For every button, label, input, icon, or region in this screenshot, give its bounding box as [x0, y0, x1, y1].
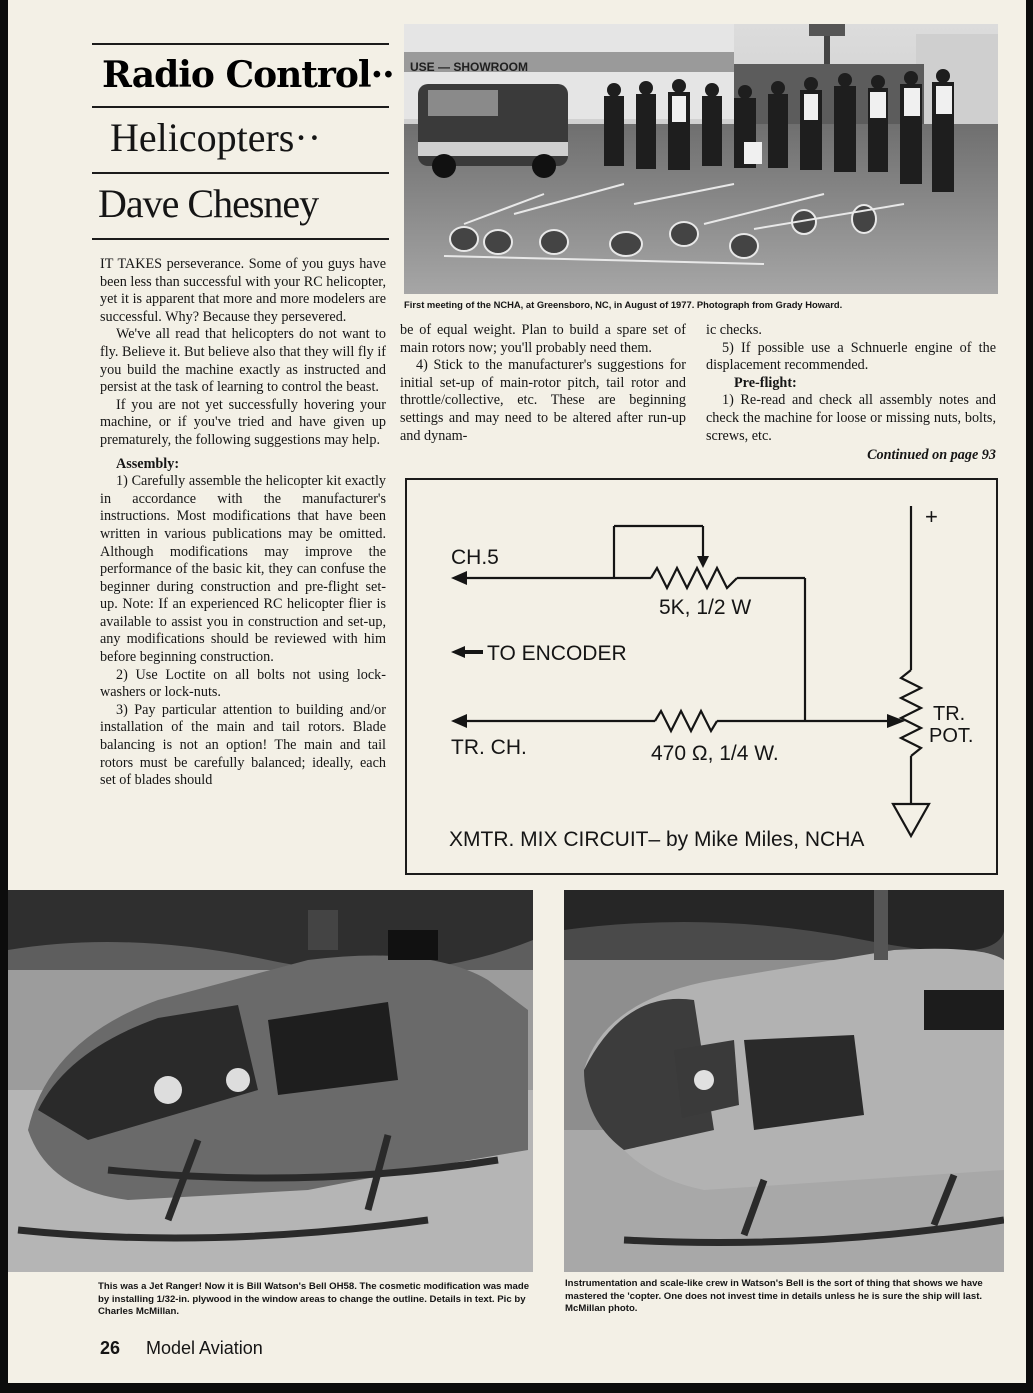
col1-para: IT TAKES perseverance. Some of you guys have been less than successful with your RC helicopter, yet it is apparent that more and more modelers are successful. Why? Because they persevered. — [100, 256, 386, 325]
article-column-1 — [100, 256, 386, 790]
col1-para: 3) Pay particular attention to building and/or installation of the main and tail rotors. Blade balancing is not an option! The main and tail rotors must be carefully balanced; ideally, each set of blades should — [100, 701, 386, 789]
group-photo — [404, 24, 998, 294]
circuit-diagram-svg — [407, 480, 996, 873]
magazine-page — [8, 0, 1026, 1383]
article-column-3 — [706, 322, 996, 465]
magazine-name: Model Aviation — [146, 1338, 263, 1358]
to-encoder-label: TO ENCODER — [487, 642, 627, 665]
header-rule-3 — [92, 238, 389, 240]
cockpit-image — [564, 890, 1004, 1272]
page-number: 26 — [100, 1338, 121, 1358]
cockpit-photo — [564, 890, 1004, 1272]
header-rule-2 — [92, 172, 389, 174]
col2-para: be of equal weight. Plan to build a spare set of main rotors now; you'll probably need them. — [400, 322, 686, 356]
col1-para: 1) Carefully assemble the helicopter kit exactly in accordance with the manufacturer's instructions. Most modifications that have been written in various publications may be omitted. Although modifications may improve the performance of the basic kit, they can confuse the beginner during construction and pre-flight set-up. Note: If an experienced RC helicopter flier is available to assist you in construction and set-up, any modifications should be reviewed with him before beginning construction. — [100, 473, 386, 666]
group-photo-image — [404, 24, 998, 294]
bottom-right-caption: Instrumentation and scale-like crew in Watson's Bell is the sort of thing that shows we have mastered the 'copter. One does not invest time in details unless he is sure the ship will last. McMillan photo. — [565, 1278, 983, 1314]
tr-pot-label-2: POT. — [929, 725, 974, 747]
continued-note: Continued on page 93 — [867, 447, 996, 464]
tr-pot-label-1: TR. — [933, 703, 966, 725]
col3-para: ic checks. — [706, 322, 762, 338]
author-name: Dave Chesney — [98, 181, 319, 226]
bottom-left-caption: This was a Jet Ranger! Now it is Bill Watson's Bell OH58. The cosmetic modification was made by installing 1/32-in. plywood in the window areas to change the outline. Details in text. Pic by Charles McMillan. — [98, 1281, 530, 1317]
showroom-sign: USE — SHOWROOM — [410, 60, 529, 74]
top-photo-caption: First meeting of the NCHA, at Greensboro, NC, in August of 1977. Photograph from Grady Howard. — [404, 299, 843, 310]
col2-para: 4) Stick to the manufacturer's suggestions for initial set-up of main-rotor pitch, tail rotor and throttle/collective, etc. These are beginning settings and may need to be altered after run-up and dynam- — [400, 357, 686, 444]
section-heading-assembly: Assembly: — [116, 455, 180, 472]
column-title: Radio Control·· — [102, 54, 394, 96]
positive-terminal-label: + — [925, 504, 938, 529]
circuit-diagram — [405, 478, 998, 875]
tr-ch-label: TR. CH. — [451, 736, 527, 759]
header-rule-1 — [92, 106, 389, 108]
col1-para: 2) Use Loctite on all bolts not using lock-washers or lock-nuts. — [100, 666, 386, 701]
section-heading-preflight: Pre-flight: — [734, 374, 797, 391]
article-column-2 — [400, 322, 686, 445]
ch5-label: CH.5 — [451, 546, 499, 569]
van — [418, 84, 568, 178]
circuit-title: XMTR. MIX CIRCUIT– by Mike Miles, NCHA — [449, 828, 865, 851]
header-rule-top — [92, 43, 389, 45]
pot-rating-label: 5K, 1/2 W — [659, 596, 752, 619]
col3-para: 5) If possible use a Schnuerle engine of the displacement recommended. — [706, 339, 996, 374]
col3-para: 1) Re-read and check all assembly notes and check the machine for loose or missing nuts, bolts, screws, etc. — [706, 392, 996, 444]
column-subtitle: Helicopters·· — [110, 115, 322, 160]
col1-para: If you are not yet successfully hovering your machine, or if you've tried and have given up prematurely, the following suggestions may help. — [100, 396, 386, 448]
jet-ranger-photo — [8, 890, 533, 1272]
jet-ranger-image — [8, 890, 533, 1272]
col1-para: We've all read that helicopters do not want to fly. Believe it. But believe also that they will fly if you build the machine exactly as instructed and persist at the task of learning to control the beast. — [100, 326, 386, 396]
resistor-rating-label: 470 Ω, 1/4 W. — [651, 742, 779, 765]
